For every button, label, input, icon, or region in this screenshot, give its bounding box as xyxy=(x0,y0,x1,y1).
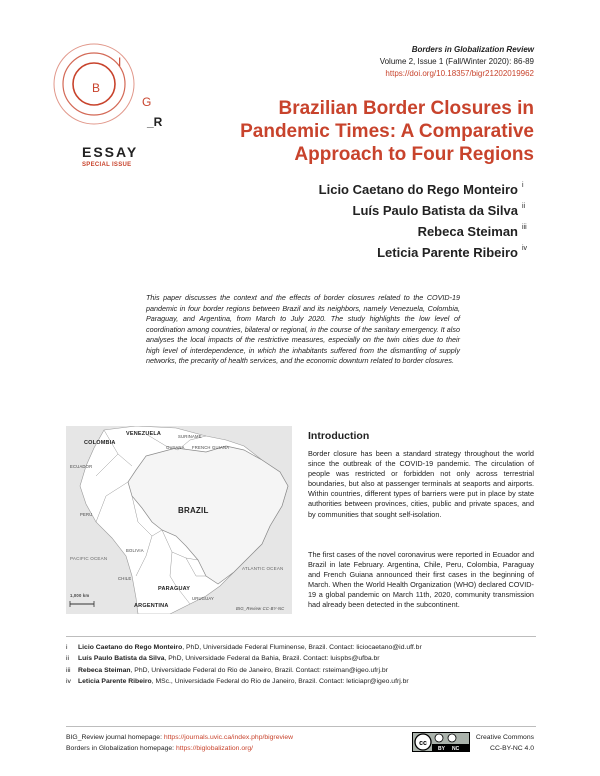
license-text xyxy=(476,733,534,754)
footnote-text: , PhD, Universidade Federal Fluminense, Brazil. Contact: liciocaetano@id.uff.br xyxy=(182,644,422,651)
author-mark: ii xyxy=(522,203,526,210)
author-name: Rebeca Steiman xyxy=(417,224,518,239)
section-label: ESSAY xyxy=(82,144,139,160)
journal-homepage-link[interactable]: https://journals.uvic.ca/index.php/bigreview xyxy=(163,734,294,741)
map-label-suriname: SURINAME xyxy=(178,434,202,439)
author-mark: iv xyxy=(522,245,528,252)
abstract: This paper discusses the context and the effects of border closures related to the COVID-19 pandemic in four border regions between Brazil and its neighbors, namely Venezuela, Colombia, Paraguay, and Argentina, from March to July 2020. The study highlights the low level of coordination among countries, bilateral or regional, in the course of the sanitary emergency. It also analyses the local impacts of the restrictive measures, especially on the twin cities due to their high level of interdependence, in which the inhabitants suffered from the dismantling of supply networks, the precarity of health services, and the economic downturn related to border closures. xyxy=(146,293,460,365)
map-label-colombia: COLOMBIA xyxy=(84,440,116,446)
by-icon: BY xyxy=(438,746,445,752)
footnote-text: , MSc., Universidade Federal do Rio de Janeiro, Brazil. Contact: leticiapr@igeo.ufrj.br xyxy=(151,677,409,685)
introduction-heading: Introduction xyxy=(308,430,370,442)
map-label-atlantic: ATLANTIC OCEAN xyxy=(242,566,284,571)
cc-license-badge[interactable] xyxy=(412,732,470,752)
footnote-author: Luís Paulo Batista da Silva xyxy=(78,655,165,663)
logo-letter-r: _R xyxy=(147,115,163,129)
map-label-chile: CHILE xyxy=(118,576,132,581)
footnote-text: , PhD, Universidade Federal do Rio de Janeiro, Brazil. Contact: rsteiman@igeo.ufrj.br xyxy=(130,666,388,674)
footnote-author: Rebeca Steiman xyxy=(78,666,131,674)
footnote-text: , PhD, Universidade Federal da Bahia, Brazil. Contact: luispbs@ufba.br xyxy=(164,655,380,663)
introduction-paragraph: The first cases of the novel coronavirus were reported in Ecuador and Brazil in late February. Argentina, Chile, Peru, Colombia, Paraguay and French Guiana announced their first cases in the beginning of March. When the World Health Organization (WHO) declared COVID-19 a global pandemic on March 11th, 2020, community transmission had already been detected in the subcontinent. xyxy=(308,550,534,610)
map-label-peru: PERU xyxy=(80,512,93,517)
license-line: CC-BY-NC 4.0 xyxy=(490,744,534,752)
journal-header xyxy=(380,44,534,80)
footer-divider xyxy=(66,726,536,727)
logo-letter-g: G xyxy=(142,95,152,109)
logo-letter-b: B xyxy=(92,81,101,95)
site-homepage-link[interactable]: https://biglobalization.org/ xyxy=(175,744,254,752)
map-credit: BIG_Review CC-BY-NC xyxy=(236,606,285,611)
footnotes xyxy=(66,642,536,687)
footer-links xyxy=(66,733,293,754)
map-scale-label: 1,000 km xyxy=(70,593,90,598)
south-america-map xyxy=(66,426,292,614)
introduction-paragraph: Border closure has been a standard strategy throughout the world since the outbreak of the COVID-19 pandemic. The circulation of people was restricted or forbidden not only across terrestrial boundaries, but also at passenger terminals at seaports and airports. Within countries, different types of barriers were put in place by state authorities between provinces, cities, public and private spaces, and by communities that sought self-isolation. xyxy=(308,449,534,519)
map-label-french-guiana: FRENCH GUIANA xyxy=(192,445,230,450)
footnote-number: i xyxy=(66,644,68,651)
footnote xyxy=(66,665,536,676)
author-name: Leticia Parente Ribeiro xyxy=(377,245,518,260)
map-label-uruguay: URUGUAY xyxy=(192,596,215,601)
footnote-author: Leticia Parente Ribeiro xyxy=(78,677,152,685)
map-label-argentina: ARGENTINA xyxy=(134,603,169,609)
journal-logo xyxy=(52,38,184,134)
footnote-author: Licio Caetano do Rego Monteiro xyxy=(78,644,183,651)
map-label-pacific: PACIFIC OCEAN xyxy=(70,556,108,561)
footnote-number: iv xyxy=(66,677,71,685)
title-line: Brazilian Border Closures in xyxy=(278,98,534,119)
doi-link[interactable]: https://doi.org/10.18357/bigr21202019962 xyxy=(385,69,534,78)
footnote xyxy=(66,653,536,664)
map-label-guyana: GUYANA xyxy=(166,445,185,450)
nc-icon: NC xyxy=(452,746,460,752)
map-label-bolivia: BOLIVIA xyxy=(126,548,144,553)
logo-letter-i: I xyxy=(118,55,122,69)
author-mark: i xyxy=(522,182,524,189)
title-line: Pandemic Times: A Comparative xyxy=(240,121,534,142)
title-line: Approach to Four Regions xyxy=(294,144,534,165)
map-label-ecuador: ECUADOR xyxy=(70,464,93,469)
map-label-venezuela: VENEZUELA xyxy=(126,431,162,437)
footnote-number: ii xyxy=(66,655,70,663)
author-name: Licio Caetano do Rego Monteiro xyxy=(318,182,518,197)
author-mark: iii xyxy=(522,224,527,231)
license-line: Creative Commons xyxy=(475,734,534,741)
journal-homepage-label: BIG_Review journal homepage: xyxy=(66,734,164,741)
map-label-paraguay: PARAGUAY xyxy=(158,586,191,592)
cc-icon: cc xyxy=(419,740,427,747)
footnote-number: iii xyxy=(66,666,71,674)
site-homepage-label: Borders in Globalization homepage: xyxy=(66,744,176,752)
footnote xyxy=(66,676,536,687)
special-issue-label: SPECIAL ISSUE xyxy=(82,162,132,168)
journal-name: Borders in Globalization Review xyxy=(411,45,534,54)
author-name: Luís Paulo Batista da Silva xyxy=(352,203,518,218)
footnote-divider xyxy=(66,636,536,637)
article-title xyxy=(194,97,534,166)
journal-volume: Volume 2, Issue 1 (Fall/Winter 2020): 86-89 xyxy=(379,57,534,66)
map-label-brazil: BRAZIL xyxy=(178,506,209,515)
footnote xyxy=(66,642,536,653)
